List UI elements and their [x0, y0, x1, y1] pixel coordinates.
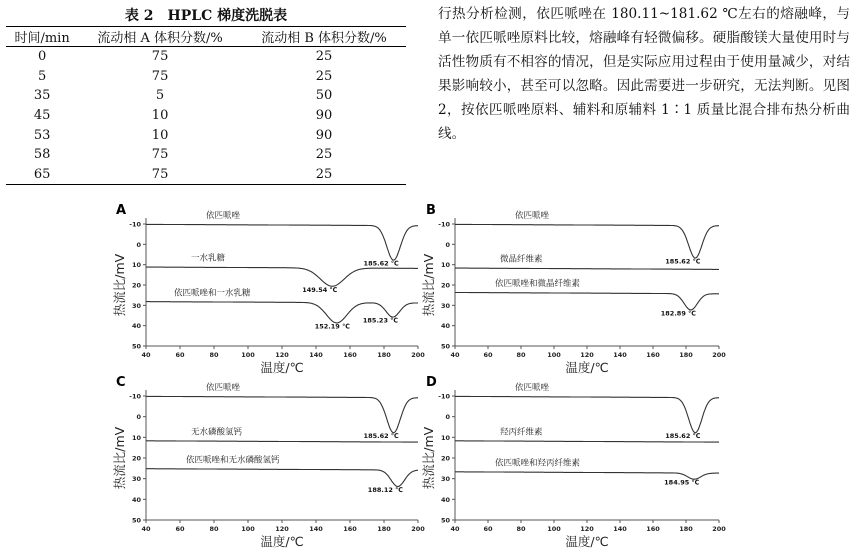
peak-annotation: 149.54 ℃	[302, 286, 338, 295]
x-tick-label: 140	[613, 525, 627, 533]
x-tick-label: 120	[580, 351, 594, 359]
series-label: 依匹哌唑和一水乳糖	[174, 288, 251, 299]
series-line	[455, 268, 719, 269]
table-cell: 75	[78, 165, 242, 185]
y-tick-label: 50	[440, 516, 450, 525]
y-tick-label: 40	[131, 322, 141, 331]
x-tick-label: 180	[377, 351, 391, 359]
x-tick-label: 200	[411, 525, 425, 533]
x-tick-label: 200	[411, 351, 425, 359]
x-tick-label: 180	[679, 525, 693, 533]
y-tick-label: 0	[136, 413, 141, 422]
x-tick-label: 60	[483, 525, 493, 533]
panel-letter: A	[116, 203, 127, 218]
series-line	[455, 293, 719, 310]
y-tick-label: 40	[440, 322, 450, 331]
panel-letter: D	[426, 375, 437, 390]
x-tick-label: 60	[483, 351, 493, 359]
x-tick-label: 100	[547, 525, 561, 533]
y-tick-label: 50	[131, 342, 141, 351]
table-cell: 35	[33, 88, 51, 104]
x-tick-label: 40	[141, 525, 151, 533]
x-tick-label: 60	[175, 525, 185, 533]
series-label: 依匹哌唑	[206, 383, 241, 394]
table-cell: 5	[37, 68, 47, 84]
chart-panel-A	[112, 203, 425, 375]
series-line	[146, 396, 418, 432]
table-header-cell: 时间/min	[6, 27, 78, 47]
x-axis-label: 温度/℃	[565, 360, 609, 375]
x-tick-label: 60	[175, 351, 185, 359]
x-tick-label: 100	[241, 351, 255, 359]
table-cell: 50	[315, 88, 333, 104]
series-label: 羟丙纤维素	[500, 427, 543, 438]
table-cell: 25	[242, 165, 406, 185]
y-tick-label: 30	[440, 301, 450, 310]
table-cell: 65	[6, 165, 78, 185]
paragraph-text: 行热分析检测，依匹哌唑在 180.11~181.62 ℃左右的熔融峰，与单一依匹哌唑原料比较，熔融峰有轻微偏移。硬脂酸镁大量使用时与活性物质有不相容的情况，但是实际应用过程由于使用量减少，对结果影响较小，甚至可以忽略。因此需要进一步研究，无法判断。见图 2，按依匹哌唑原料、辅料和原辅料 1∶1 质量比混合排布热分析曲线。	[438, 6, 850, 142]
peak-annotation: 185.62 ℃	[665, 257, 701, 266]
series-label: 依匹哌唑和羟丙纤维素	[495, 458, 581, 469]
x-axis-label: 温度/℃	[260, 360, 304, 375]
y-tick-label: 0	[445, 240, 450, 249]
y-tick-label: 30	[131, 475, 141, 484]
y-tick-label: -10	[438, 392, 450, 401]
chart-panel-B	[421, 203, 726, 375]
table-cell: 75	[151, 147, 169, 163]
x-tick-label: 120	[580, 525, 594, 533]
x-tick-label: 40	[450, 351, 460, 359]
series-label: 一水乳糖	[191, 253, 226, 264]
x-tick-label: 200	[712, 525, 726, 533]
peak-annotation: 188.12 ℃	[367, 485, 404, 494]
x-axis-label: 温度/℃	[260, 534, 304, 549]
x-tick-label: 160	[646, 525, 660, 533]
table-cell: 5	[155, 88, 165, 104]
table-cell: 10	[151, 127, 169, 143]
y-axis-label: 热流比/mV	[112, 253, 127, 317]
y-axis-label: 热流比/mV	[112, 426, 127, 490]
x-tick-label: 80	[516, 525, 526, 533]
peak-annotation: 184.95 ℃	[664, 478, 700, 487]
x-tick-label: 160	[646, 351, 660, 359]
table-header-cell: 流动相 A 体积分数/%	[78, 27, 242, 47]
y-tick-label: -10	[129, 392, 141, 401]
series-line	[146, 441, 418, 442]
x-tick-label: 40	[450, 525, 460, 533]
y-tick-label: 0	[136, 240, 141, 249]
series-label: 依匹哌唑	[515, 383, 550, 394]
peak-annotation: 152.19 ℃	[314, 322, 350, 331]
table-cell: 75	[151, 49, 169, 65]
x-tick-label: 140	[309, 525, 323, 533]
y-tick-label: 30	[440, 475, 450, 484]
series-line	[146, 267, 418, 286]
y-tick-label: 0	[445, 413, 450, 422]
series-line	[455, 224, 719, 258]
y-tick-label: -10	[438, 220, 450, 229]
y-axis-label: 热流比/mV	[421, 253, 436, 317]
y-tick-label: 20	[440, 454, 450, 463]
table-cell: 25	[315, 147, 333, 163]
x-axis-label: 温度/℃	[565, 534, 609, 549]
panel-letter: C	[116, 375, 126, 390]
y-axis-label: 热流比/mV	[421, 426, 436, 490]
table-cell: 25	[315, 49, 333, 65]
peak-annotation: 185.62 ℃	[363, 432, 399, 441]
x-tick-label: 120	[275, 525, 289, 533]
chart-panel-D	[421, 375, 726, 549]
y-tick-label: 10	[440, 261, 450, 270]
table-cell: 25	[315, 68, 333, 84]
x-tick-label: 80	[516, 351, 526, 359]
table-cell: 58	[33, 147, 51, 163]
peak-annotation: 185.62 ℃	[363, 259, 399, 268]
x-tick-label: 140	[309, 351, 323, 359]
table-header-cell: 流动相 B 体积分数/%	[242, 27, 406, 47]
series-label: 依匹哌唑和无水磷酸氢钙	[186, 455, 280, 466]
x-tick-label: 160	[343, 525, 357, 533]
x-tick-label: 180	[679, 351, 693, 359]
y-tick-label: 20	[440, 281, 450, 290]
table-cell: 75	[151, 68, 169, 84]
y-tick-label: 50	[131, 516, 141, 525]
peak-annotation: 185.23 ℃	[362, 316, 399, 325]
x-tick-label: 180	[377, 525, 391, 533]
x-tick-label: 200	[712, 351, 726, 359]
x-tick-label: 80	[209, 525, 219, 533]
y-tick-label: 30	[131, 301, 141, 310]
series-label: 依匹哌唑	[206, 211, 241, 222]
series-label: 微晶纤维素	[500, 254, 543, 265]
table-cell: 90	[315, 127, 333, 143]
table-cell: 53	[33, 127, 51, 143]
table-cell: 0	[37, 49, 47, 65]
y-tick-label: 40	[131, 495, 141, 504]
y-tick-label: -10	[129, 220, 141, 229]
panel-letter: B	[426, 203, 436, 218]
series-label: 依匹哌唑和微晶纤维素	[495, 279, 581, 290]
table-title: 表 2 HPLC 梯度洗脱表	[124, 8, 288, 24]
series-line	[146, 469, 418, 487]
x-tick-label: 80	[209, 351, 219, 359]
series-line	[455, 396, 719, 432]
series-line	[455, 441, 719, 442]
series-line	[146, 224, 418, 260]
table-cell: 10	[151, 108, 169, 124]
x-tick-label: 160	[343, 351, 357, 359]
y-tick-label: 10	[440, 433, 450, 442]
x-tick-label: 40	[141, 351, 151, 359]
table-cell: 90	[315, 108, 333, 124]
series-label: 无水磷酸氢钙	[191, 427, 243, 438]
x-tick-label: 140	[613, 351, 627, 359]
peak-annotation: 182.89 ℃	[660, 309, 696, 318]
x-tick-label: 120	[275, 351, 289, 359]
y-tick-label: 10	[131, 433, 141, 442]
y-tick-label: 20	[131, 454, 141, 463]
y-tick-label: 20	[131, 281, 141, 290]
x-tick-label: 100	[547, 351, 561, 359]
x-tick-label: 100	[241, 525, 255, 533]
y-tick-label: 10	[131, 261, 141, 270]
y-tick-label: 40	[440, 495, 450, 504]
chart-panel-C	[112, 375, 425, 549]
series-label: 依匹哌唑	[515, 211, 550, 222]
y-tick-label: 50	[440, 342, 450, 351]
table-cell: 45	[33, 108, 51, 124]
peak-annotation: 185.62 ℃	[665, 432, 701, 441]
